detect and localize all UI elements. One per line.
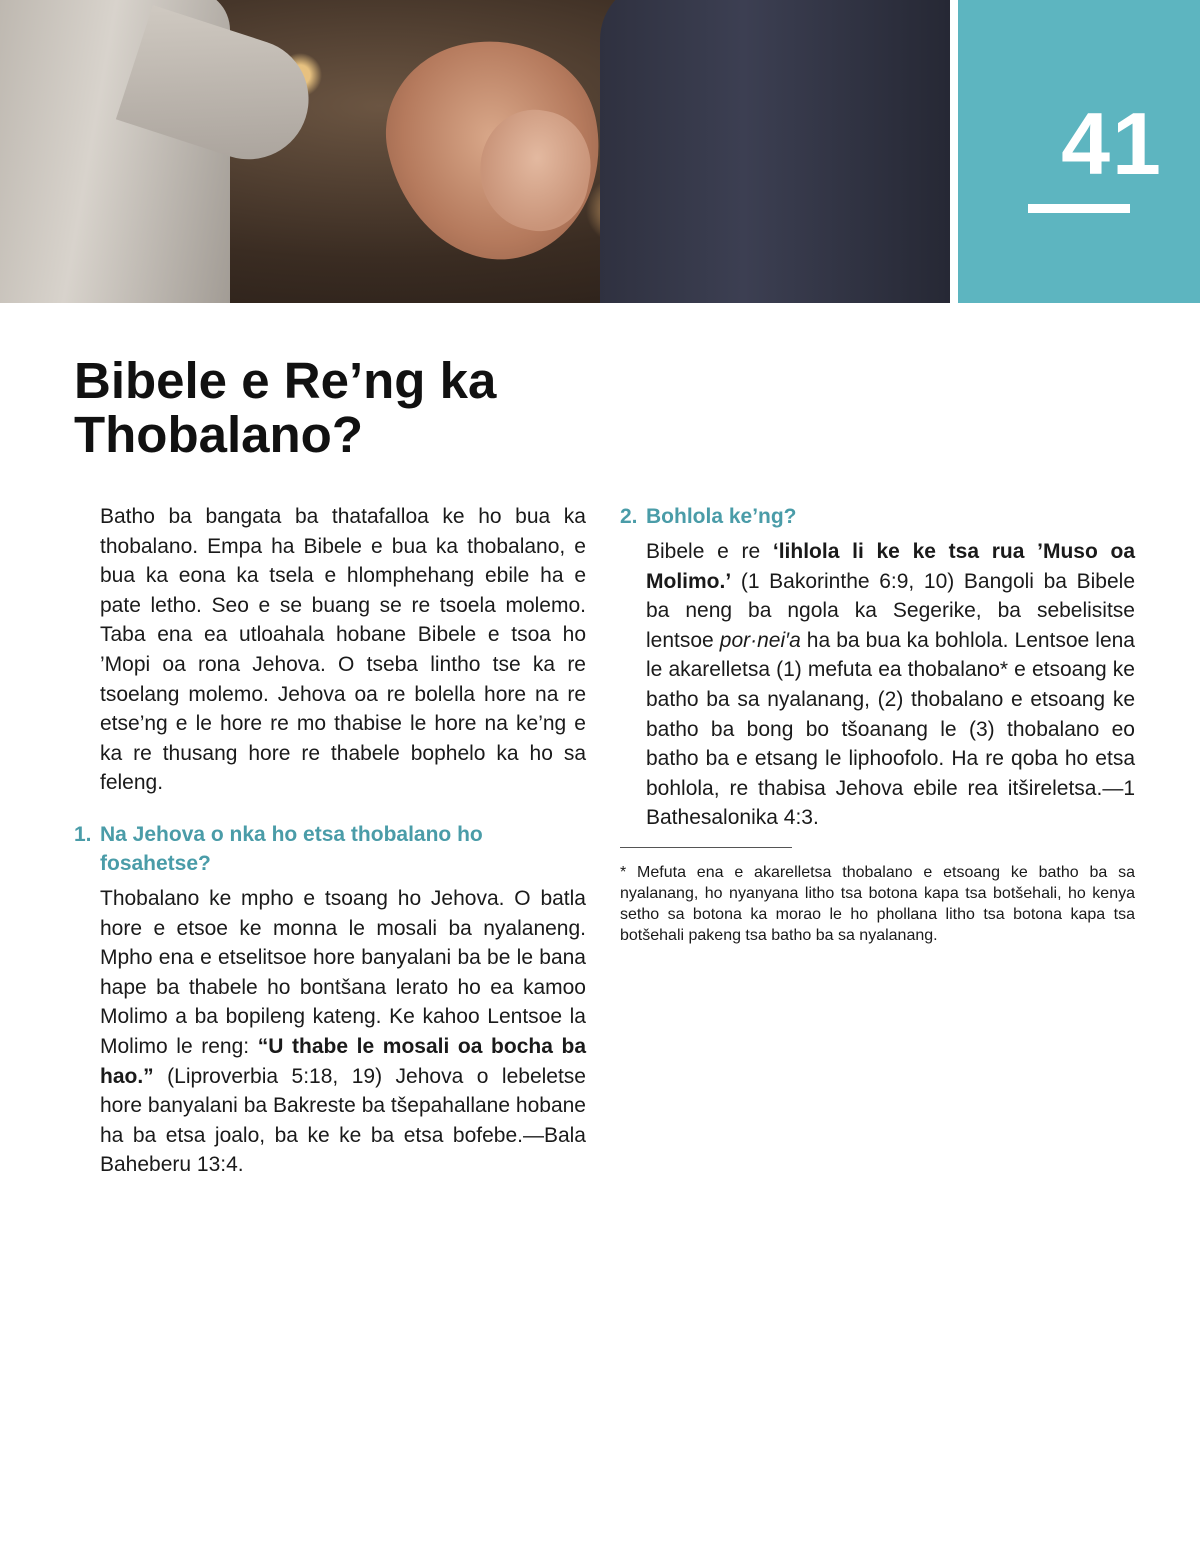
section-2-scripture-quote: ‘lihlola li ke ke tsa rua ’Muso oa Molimo.’ <box>646 540 1136 593</box>
photo-left-sleeve <box>0 0 230 303</box>
footnote: * Mefuta ena e akarelletsa thobalano e etsoang ke batho ba sa nyalanang, ho nyanyana litho tsa botona kapa tsa botšehali, ho kenya setho sa botona ka morao le ho phollana litho tsa botona kapa tsa botšehali pakeng tsa batho ba sa nyalanang. <box>620 863 1135 944</box>
section-2-greek-word: por·nei′a <box>719 628 801 652</box>
chapter-badge <box>958 0 1200 303</box>
section-2-number: 2. <box>620 505 638 528</box>
section-2-text-b: (1 Bakorinthe 6:9, 10) Bangoli ba Bibele ba neng ba ngola ka Segerike, ba sebelisitse lentsoe <box>646 569 1135 652</box>
left-column <box>74 502 586 1180</box>
section-2-text-a: Bibele e re <box>646 540 773 563</box>
section-2-heading <box>620 502 1135 531</box>
section-2-title: Bohlola ke’ng? <box>646 505 797 528</box>
footnote-divider <box>620 847 792 848</box>
section-1-heading <box>74 820 586 878</box>
intro-paragraph: Batho ba bangata ba thatafalloa ke ho bua ka thobalano. Empa ha Bibele e bua ka thobalano, e bua ka eona ka tsela e hlomphehang ebile ha e pate letho. Seo e se buang se re tsoela molemo. Taba ena ea utloahala hobane Bibele e tsoa ho ’Mopi oa rona Jehova. O tseba lintho tse ka re tsoelang molemo. Jehova oa re bolella hore na re etse’ng e le hore re mo thabise le hore na ke’ng e ka re thusang hore re thabele bophelo ka ho sa feleng. <box>100 505 586 795</box>
section-2-text-c: ha ba bua ka bohlola. Lentsoe lena le akarelletsa (1) mefuta ea thobalano* e etsoang ke batho ba sa nyalanang, (2) thobalano e etsoang ke batho ba bong bo tšoanang le (3) thobalano eo batho ba e etsang le liphoofolo. Ha re qoba ho etsa bohlola, re thabisa Jehova ebile rea itšireletsa.—1 Bathesalonika 4:3. <box>646 628 1135 830</box>
section-2-body <box>620 537 1135 833</box>
section-1-text-a: Thobalano ke mpho e tsoang ho Jehova. O batla hore e etsoe ke monna le mosali ba nyalaneng. Mpho ena e etselitsoe hore banyalani ba be le bana hape ba thabele ho bontšana lerato ho ea kamoo Molimo a ba bopileng kateng. Ke kahoo Lentsoe la Molimo le reng: <box>100 886 586 1058</box>
section-1-title: Na Jehova o nka ho etsa thobalano ho fosahetse? <box>100 822 483 875</box>
section-1-body <box>74 884 586 1180</box>
page-title: Bibele e Re’ng ka Thobalano? <box>74 352 497 463</box>
section-1-text-b: (Liproverbia 5:18, 19) Jehova o lebeletse hore banyalani ba Bakreste ba tšepahallane hobane ha ba etsa joalo, ba ke ke ba etsa bofebe.—Bala Baheberu 13:4. <box>100 1064 586 1177</box>
photo-right-sleeve <box>600 0 950 303</box>
chapter-number: 41 <box>1061 94 1163 193</box>
section-1-number: 1. <box>74 822 92 846</box>
section-1-scripture-quote: “U thabe le mosali oa bocha ba hao.” <box>100 1034 586 1088</box>
chapter-underline <box>1028 204 1130 213</box>
header-photo-hands <box>0 0 950 303</box>
right-column <box>620 502 1135 946</box>
